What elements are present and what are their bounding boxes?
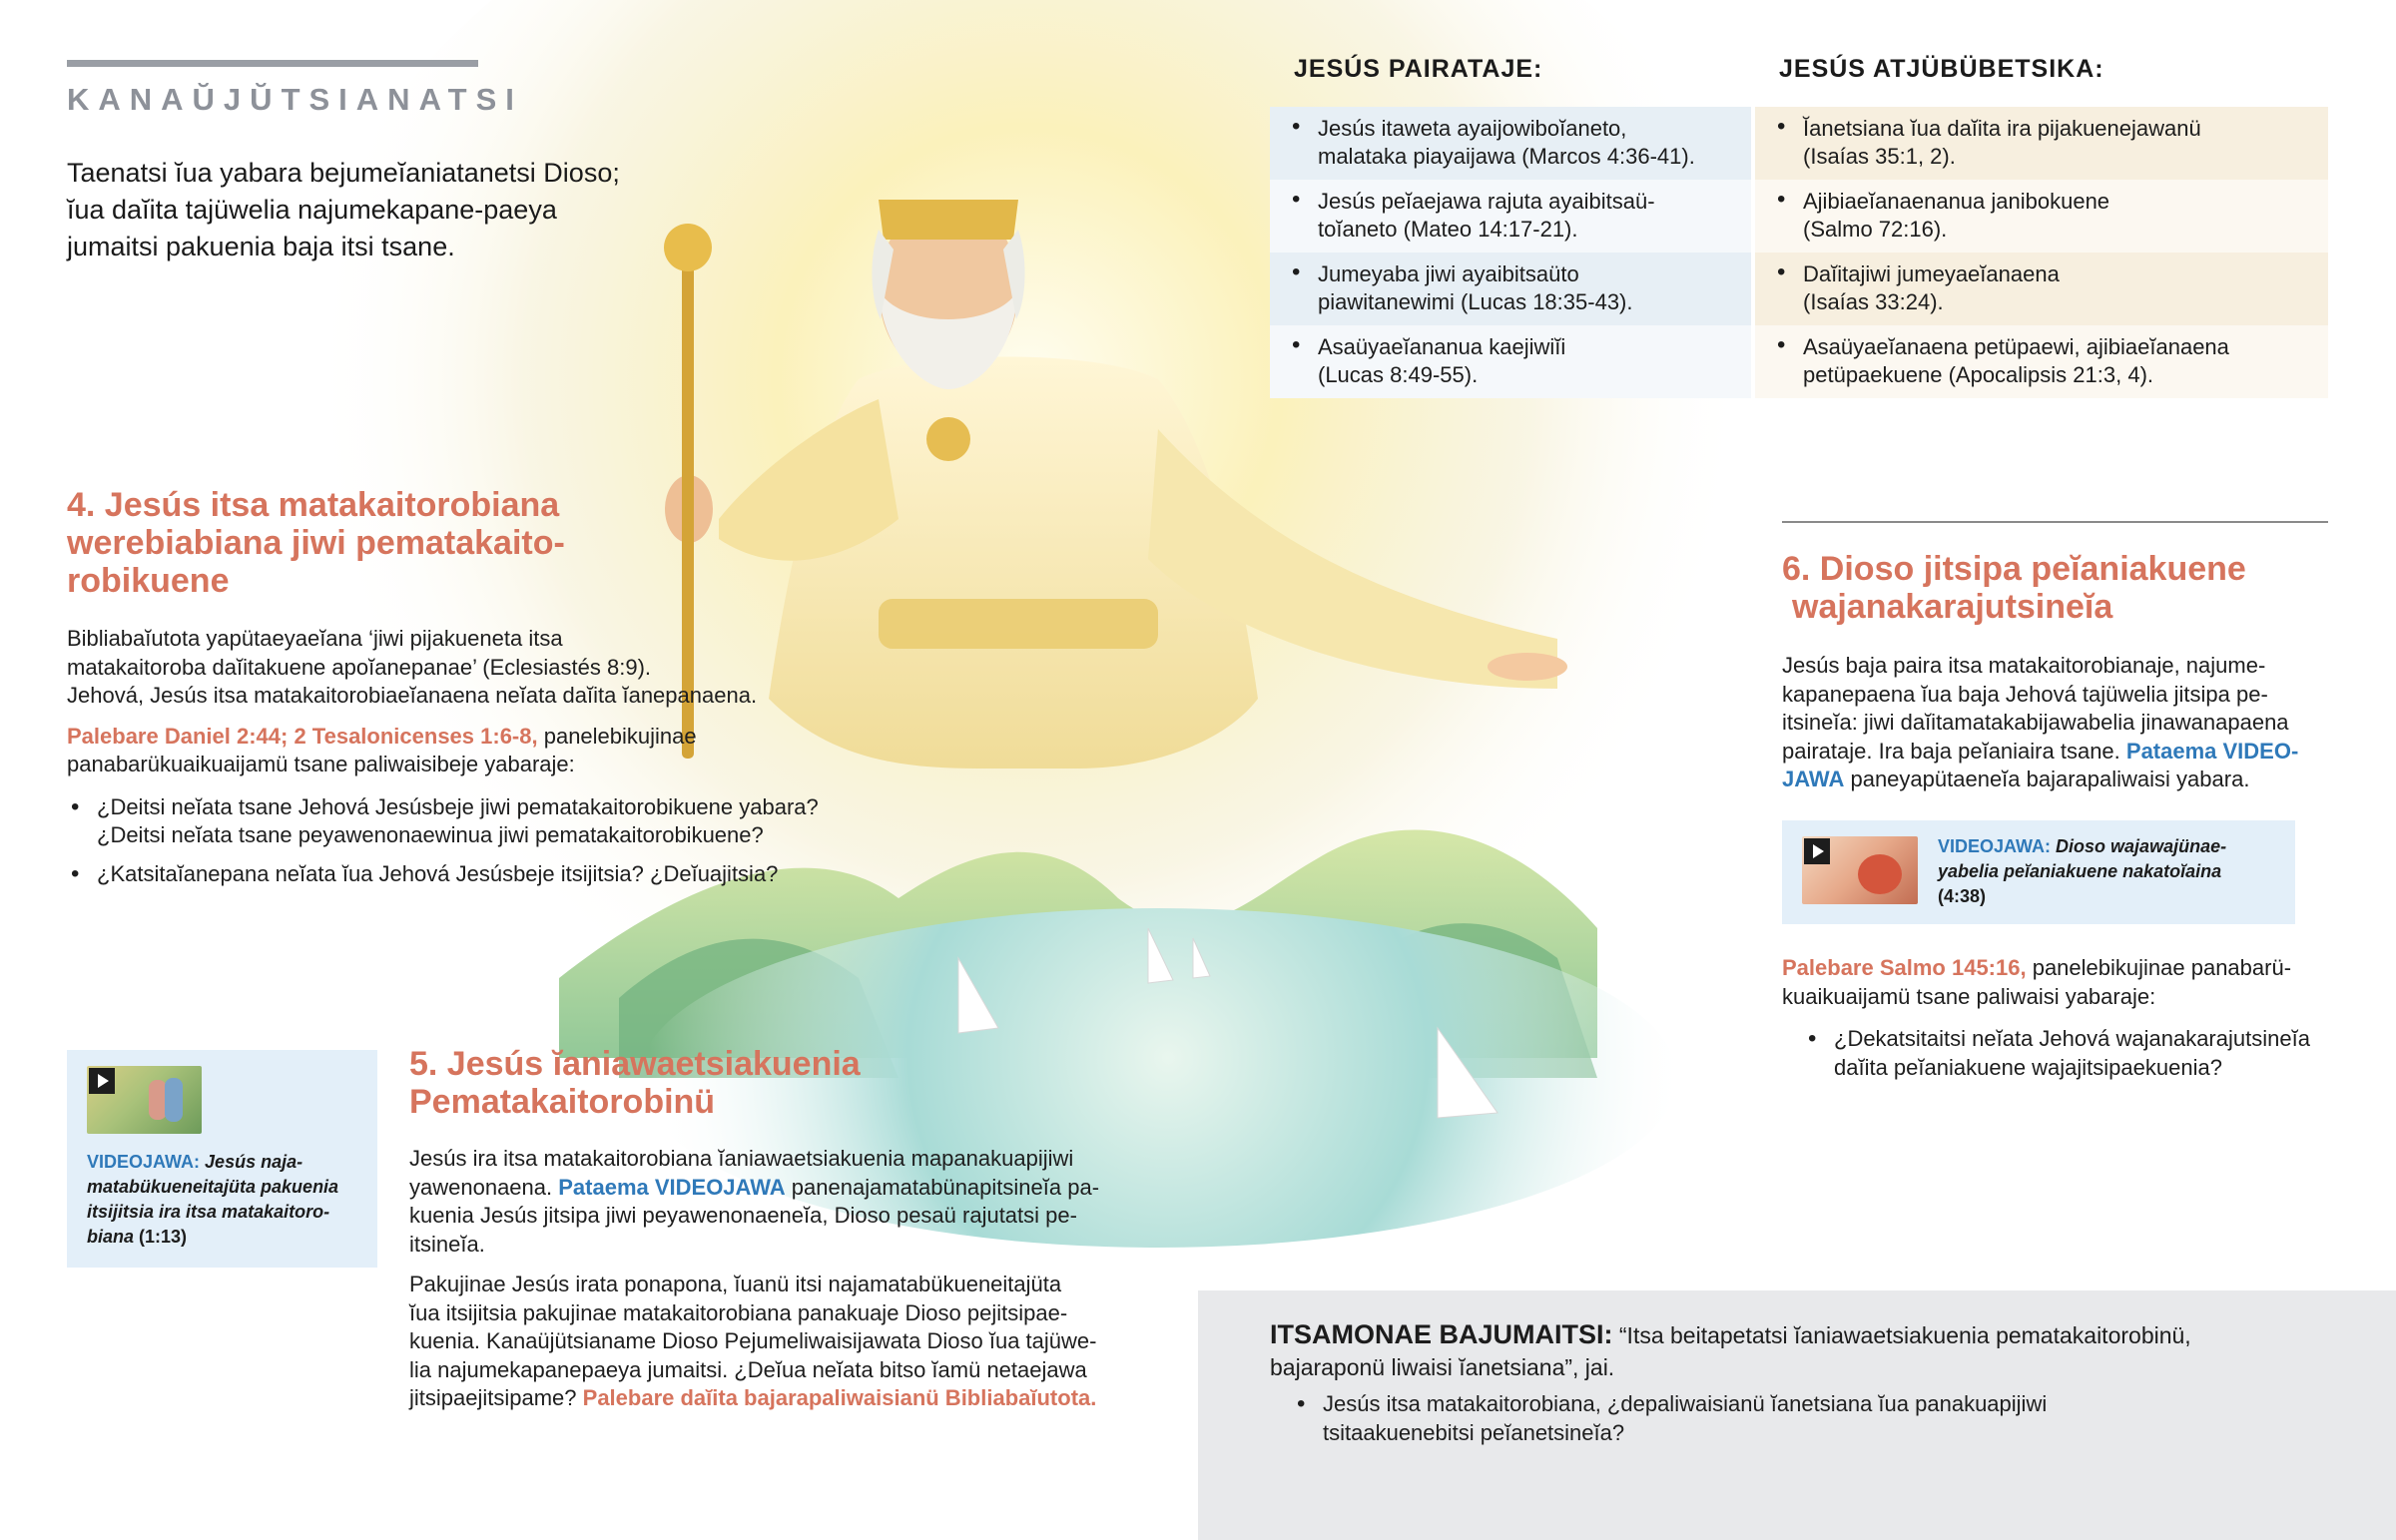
table-row: • Daĭitajiwi jumeyaeĭanaena (Isaías 33:24). bbox=[1755, 253, 2328, 325]
scripture-reference[interactable]: Palebare Salmo 145:16, bbox=[1782, 955, 2027, 980]
table-row: • Asaüyaeĭananua kaejiwiĭi (Lucas 8:49-55). bbox=[1270, 325, 1751, 398]
section-6-body: Jesús baja paira itsa matakaitorobianaje, najume- kapanepaena ĭua baja Jehová tajüwelia jitsipa pe- itsineĭa: jiwi daĭitamatakabijawabelia jinawanapaena pairataje. Ira baja peĭaniaira tsane. Pataema VIDEO- JAWA paneyapütaeneĭa bajarapaliwaisi yabara. bbox=[1782, 653, 2299, 791]
table-right-column bbox=[1755, 107, 2328, 398]
question-list bbox=[1804, 1025, 2361, 1082]
review-box bbox=[1198, 1290, 2396, 1540]
list-item: • ¿Dekatsitaitsi neĭata Jehová wajanakarajutsineĭa daĭita peĭaniakuene wajajitsipaekuenia? bbox=[1804, 1025, 2361, 1082]
table-row: • Jumeyaba jiwi ayaibitsaüto piawitanewimi (Lucas 18:35-43). bbox=[1270, 253, 1751, 325]
video-link[interactable]: Pataema VIDEOJAWA bbox=[558, 1174, 786, 1200]
video-thumbnail[interactable] bbox=[1802, 836, 1918, 904]
section-divider bbox=[1782, 521, 2328, 523]
table-row: • Jesús itaweta ayaijowiboĭaneto, malataka piayaijawa (Marcos 4:36-41). bbox=[1270, 107, 1751, 180]
list-item: • ¿Deitsi neĭata tsane Jehová Jesúsbeje jiwi pematakaitorobikuene yabara? ¿Deitsi neĭata tsane peyawenonaewinua jiwi pematakaitorobikuene? bbox=[67, 793, 925, 850]
scripture-reference[interactable]: Palebare Daniel 2:44; 2 Tesalonicenses 1:6-8, bbox=[67, 723, 538, 749]
section-6-heading: 6. Dioso jitsipa peĭaniakuene wajanakarajutsineĭa bbox=[1782, 550, 2246, 626]
section-5-body: Jesús ira itsa matakaitorobiana ĭaniawaetsiakuenia mapanakuapijiwi yawenonaena. Pataema VIDEOJAWA panenajamatabünapitsineĭa pa- kuenia Jesús jitsipa jiwi peyawenonaeneĭa, Dioso pesaü rajutatsi pe- itsineĭa. Pakujinae Jesús irata ponapona, ĭuanü itsi najamatabükueneitajüta ĭua itsijitsia pakujinae matakaitorobiana panakuaje Dioso pejitsipae- kuenia. Kanaüjütsianame Dioso Pejumeliwaisijawata Dioso ĭua tajüwe- lia najumekapanepaeya jumaitsi. ¿Deĭua neĭata bitso ĭamü netaejawa jitsipaejitsipame? Palebare daĭita bajarapaliwaisianü Bibliabaĭutota. bbox=[409, 1146, 1100, 1410]
table-row: • Jesús peĭaejawa rajuta ayaibitsaü- toĭaneto (Mateo 14:17-21). bbox=[1270, 180, 1751, 253]
table-left-column bbox=[1270, 107, 1751, 398]
section-4-body: Bibliabaĭutota yapütaeyaeĭana ‘jiwi pijakueneta itsa matakaitoroba daĭitakuene apoĭanepanae’ (Eclesiastés 8:9). Jehová, Jesús itsa matakaitorobiaeĭanaena neĭata daĭita ĭanepanaena. Palebare Daniel 2:44; 2 Tesalonicenses 1:6-8, panelebikujinae panabarükuaikuaijamü tsane paliwaisibeje yabaraje: • ¿Deitsi neĭata tsane Jehová Jesúsbeje jiwi pematakaitorobikuene yabara? ¿Deitsi neĭata tsane peyawenonaewinua jiwi pematakaitorobikuene? • ¿Katsitaĭanepana neĭata ĭua Jehová Jesúsbeje itsijitsia? ¿Deĭuajitsia? bbox=[67, 625, 925, 898]
intro-text: Taenatsi ĭua yabara bejumeĭaniatanetsi Dioso; ĭua daĭita tajüwelia najumekapane-paeya jumaitsi pakuenia baja itsi tsane. bbox=[67, 158, 620, 261]
question-list bbox=[67, 793, 925, 889]
table-right-header: JESÚS ATJÜBÜBETSIKA: bbox=[1779, 55, 2104, 83]
video-caption: VIDEOJAWA: Jesús naja- matabükueneitajüta pakuenia itsijitsia ira itsa matakaitoro- biana (1:13) bbox=[87, 1152, 339, 1247]
video-card-left[interactable] bbox=[67, 1050, 377, 1268]
video-link[interactable]: Pataema VIDEO- bbox=[2125, 738, 2299, 764]
play-icon[interactable] bbox=[89, 1068, 115, 1094]
table-row: • Ĭanetsiana ĭua daĭita ira pijakuenejawanü (Isaías 35:1, 2). bbox=[1755, 107, 2328, 180]
play-icon[interactable] bbox=[1804, 838, 1830, 864]
scripture-reference[interactable]: Palebare daĭita bajarapaliwaisianü Bibliabaĭutota. bbox=[582, 1385, 1097, 1410]
section-kicker: KANAŬJŬTSIANATSI bbox=[67, 82, 523, 117]
section-4-heading: 4. Jesús itsa matakaitorobiana werebiabiana jiwi pematakaito- robikuene bbox=[67, 486, 565, 600]
section-6-reading: Palebare Salmo 145:16, panelebikujinae panabarü- kuaikuaijamü tsane paliwaisi yabaraje: • ¿Dekatsitaitsi neĭata Jehová wajanakarajutsineĭa daĭita peĭaniakuene wajajitsipaekuenia? bbox=[1782, 954, 2361, 1092]
table-row: • Asaüyaeĭanaena petüpaewi, ajibiaeĭanaena petüpaekuene (Apocalipsis 21:3, 4). bbox=[1755, 325, 2328, 398]
table-row: • Ajibiaeĭanaenanua janibokuene (Salmo 72:16). bbox=[1755, 180, 2328, 253]
video-thumbnail[interactable] bbox=[87, 1066, 202, 1134]
list-item: • ¿Katsitaĭanepana neĭata ĭua Jehová Jesúsbeje itsijitsia? ¿Deĭuajitsia? bbox=[67, 860, 925, 889]
video-link[interactable]: JAWA bbox=[1782, 767, 1845, 791]
header-rule bbox=[67, 60, 478, 67]
list-item: • Jesús itsa matakaitorobiana, ¿depaliwaisianü ĭanetsiana ĭua panakuapijiwi tsitaakuenebitsi peĭanetsineĭa? bbox=[1293, 1390, 2371, 1447]
review-statement: ITSAMONAE BAJUMAITSI: “Itsa beitapetatsi ĭaniawaetsiakuenia pematakaitorobinü, bajaraponü liwaisi ĭanetsiana”, jai. bbox=[1270, 1319, 2191, 1380]
section-5-heading: 5. Jesús ĭaniawaetsiakuenia Pematakaitorobinü bbox=[409, 1045, 861, 1121]
table-left-header: JESÚS PAIRATAJE: bbox=[1294, 55, 1543, 83]
video-caption: VIDEOJAWA: Dioso wajawajünae- yabelia peĭaniakuene nakatoĭaina (4:38) bbox=[1938, 836, 2227, 906]
review-question-list bbox=[1293, 1390, 2371, 1457]
video-card-right[interactable] bbox=[1782, 820, 2295, 924]
